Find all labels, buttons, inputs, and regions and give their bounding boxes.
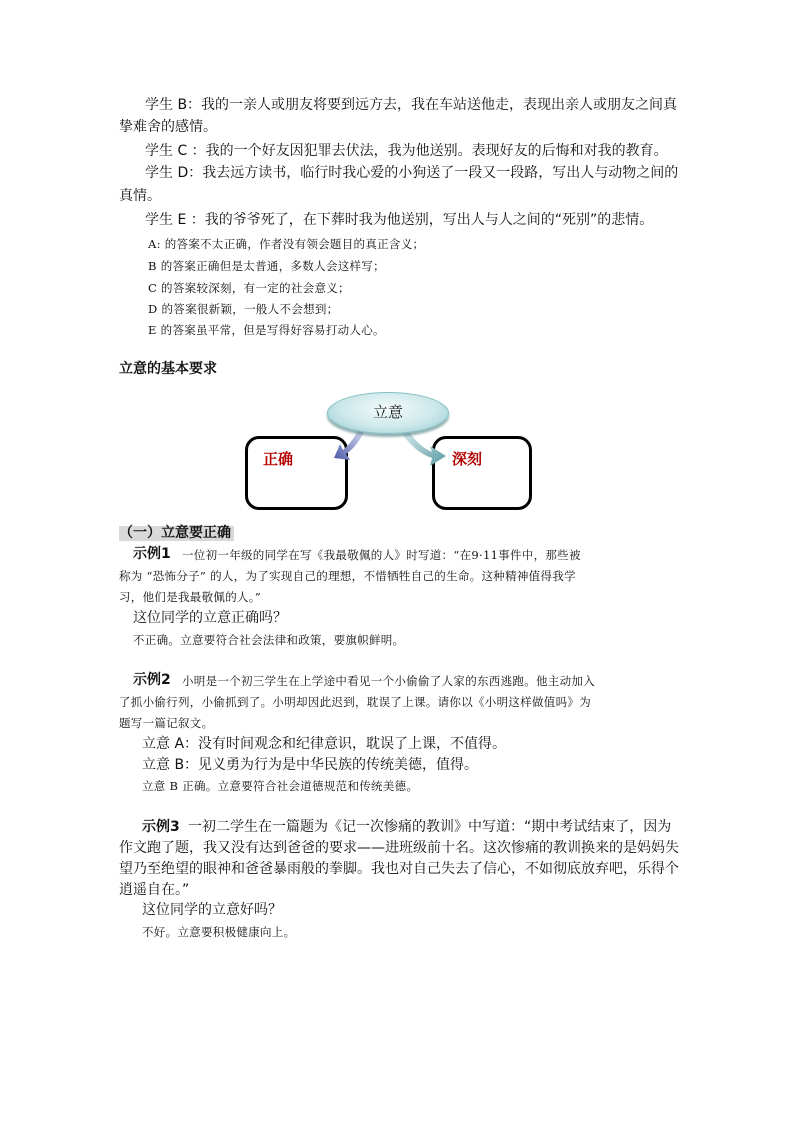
note-c: C 的答案较深刻，有一定的社会意义； — [148, 281, 350, 295]
example-3-line-2: 作文跑了题，我又没有达到爸爸的要求——进班级前十名。这次惨痛的教训换来的是妈妈失 — [119, 840, 679, 856]
example-3-line-3: 望乃至绝望的眼神和爸爸暴雨般的拳脚。我也对自己失去了信心，不如彻底放弃吧，乐得个 — [119, 861, 679, 877]
note-d: D 的答案很新颖，一般人不会想到； — [148, 302, 339, 316]
example-3-question: 这位同学的立意好吗？ — [142, 902, 282, 918]
student-b-line-1: 学生 B：我的一亲人或朋友将要到远方去，我在车站送他走，表现出亲人或朋友之间真 — [145, 97, 678, 113]
example-3-line-4: 逍遥自在。” — [119, 882, 190, 898]
right-label: 深刻 — [452, 450, 483, 468]
note-b: B 的答案正确但是太普通，多数人会这样写； — [148, 259, 385, 273]
example-3-answer: 不好。立意要积极健康向上。 — [142, 925, 296, 939]
example-1-label: 示例1 — [133, 546, 171, 562]
example-2-option-a: 立意 A：没有时间观念和纪律意识，耽误了上课，不值得。 — [142, 736, 507, 752]
example-2-line-1: 小明是一个初三学生在上学途中看见一个小偷偷了人家的东西逃跑。他主动加入 — [182, 674, 595, 688]
example-2-answer: 立意 B 正确。立意要符合社会道德规范和传统美德。 — [142, 779, 419, 793]
section-heading: 立意的基本要求 — [119, 361, 217, 377]
student-c-line: 学生 C ：我的一个好友因犯罪去伏法，我为他送别。表现好友的后悔和对我的教育。 — [145, 143, 668, 159]
student-d-line-2: 真情。 — [119, 188, 161, 204]
example-1-line-3: 习，他们是我最敬佩的人。” — [119, 590, 262, 604]
example-1-question: 这位同学的立意正确吗？ — [133, 610, 287, 626]
center-label: 立意 — [373, 403, 404, 421]
example-1-line-2: 称为 “恐怖分子” 的人，为了实现自己的理想，不惜牺牲自己的生命。这种精神值得我学 — [119, 569, 576, 583]
student-b-line-2: 挚难舍的感情。 — [119, 119, 217, 135]
example-1-line-1: 一位初一年级的同学在写《我最敬佩的人》时写道：“在9·11事件中，那些被 — [182, 548, 581, 562]
example-2-option-b: 立意 B：见义勇为行为是中华民族的传统美德，值得。 — [142, 757, 479, 773]
left-label: 正确 — [263, 450, 294, 468]
example-2-line-2: 了抓小偷行列，小偷抓到了。小明却因此迟到，耽误了上课。请你以《小明这样做值吗》为 — [119, 695, 591, 709]
student-e-line: 学生 E ：我的爷爷死了，在下葬时我为他送别，写出人与人之间的“死别”的悲情。 — [145, 212, 654, 228]
note-a: A: 的答案不太正确，作者没有领会题目的真正含义； — [148, 237, 425, 251]
student-d-line-1: 学生 D：我去远方读书，临行时我心爱的小狗送了一段又一段路，写出人与动物之间的 — [145, 165, 679, 181]
example-2-label: 示例2 — [133, 672, 171, 688]
note-e: E 的答案虽平常，但是写得好容易打动人心。 — [148, 323, 385, 337]
example-1-answer: 不正确。立意要符合社会法律和政策，要旗帜鲜明。 — [133, 633, 405, 647]
section-title: （一）立意要正确 — [119, 525, 231, 541]
example-3-line-1: 一初二学生在一篇题为《记一次惨痛的教训》中写道：“期中考试结束了，因为 — [188, 819, 672, 835]
example-2-line-3: 题写一篇记叙文。 — [119, 716, 214, 730]
example-3-label: 示例3 — [142, 819, 180, 835]
